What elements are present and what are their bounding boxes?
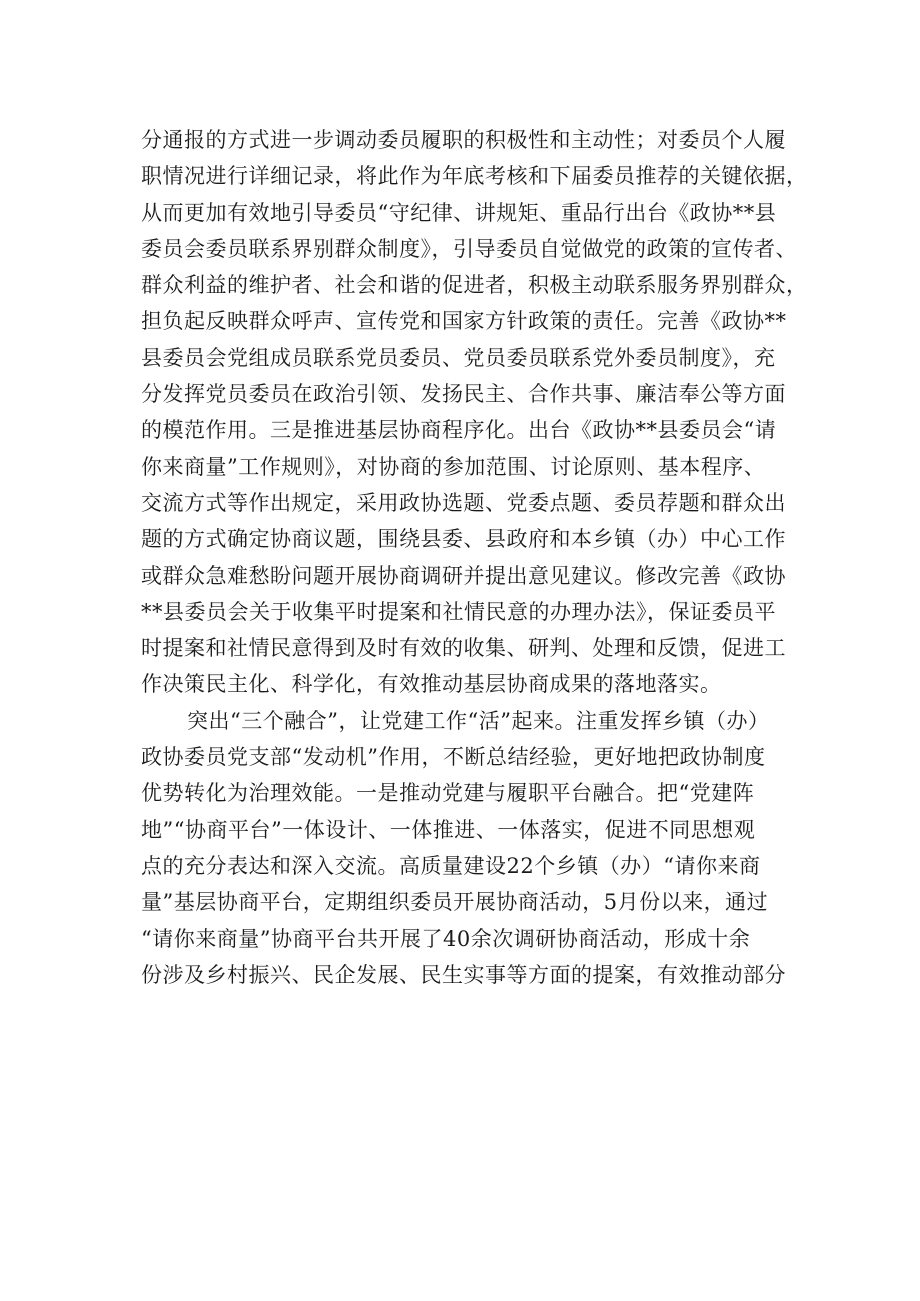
text-line: 量”基层协商平台，定期组织委员开展协商活动，5月份以来，通过: [141, 890, 769, 915]
text-line: 政协委员党支部“发动机”作用，不断总结经验，更好地把政协制度: [141, 745, 766, 770]
text-line: 你来商量”工作规则》，对协商的参加范围、讨论原则、基本程序、: [141, 454, 766, 479]
text-line: 委员会委员联系界别群众制度》，引导委员自觉做党的政策的宣传者、: [141, 236, 797, 261]
text-line: 点的充分表达和深入交流。高质量建设22个乡镇（办）“请你来商: [141, 853, 761, 878]
text-line: 优势转化为治理效能。一是推动党建与履职平台融合。把“党建阵: [141, 781, 755, 806]
text-line: 分发挥党员委员在政治引领、发扬民主、合作共事、廉洁奉公等方面: [141, 382, 786, 407]
text-line: 交流方式等作出规定，采用政协选题、党委点题、委员荐题和群众出: [141, 490, 786, 515]
text-line: 或群众急难愁盼问题开展协商调研并提出意见建议。修改完善《政协: [141, 563, 786, 588]
text-line: 分通报的方式进一步调动委员履职的积极性和主动性；对委员个人履: [141, 128, 786, 152]
text-line: 时提案和社情民意得到及时有效的收集、研判、处理和反馈，促进工: [141, 636, 786, 661]
text-line: 的模范作用。三是推进基层协商程序化。出台《政协**县委员会“请: [141, 418, 777, 443]
text-line: 作决策民主化、科学化，有效推动基层协商成果的落地落实。: [141, 672, 722, 697]
text-line-indented: 突出“三个融合”，让党建工作“活”起来。注重发挥乡镇（办）: [187, 708, 770, 733]
text-line: 份涉及乡村振兴、民企发展、民生实事等方面的提案，有效推动部分: [141, 962, 786, 987]
text-line: 题的方式确定协商议题，围绕县委、县政府和本乡镇（办）中心工作: [141, 527, 786, 552]
paragraph-1: [141, 122, 821, 703]
text-line: 群众利益的维护者、社会和谐的促进者，积极主动联系服务界别群众，: [141, 273, 808, 298]
text-line: 县委员会党组成员联系党员委员、党员委员联系党外委员制度》，充: [141, 345, 776, 370]
text-line: 担负起反映群众呼声、宣传党和国家方针政策的责任。完善《政协**: [141, 309, 787, 334]
text-line: **县委员会关于收集平时提案和社情民意的办理办法》，保证委员平: [141, 599, 776, 624]
text-line: 从而更加有效地引导委员“守纪律、讲规矩、重品行出台《政协**县: [141, 200, 777, 225]
document-body: [141, 122, 821, 993]
text-line: 职情况进行详细记录，将此作为年底考核和下届委员推荐的关键依据，: [141, 164, 808, 189]
paragraph-2: [141, 703, 821, 993]
text-line: “请你来商量”协商平台共开展了40余次调研协商活动，形成十余: [141, 926, 751, 951]
text-line: 地”“协商平台”一体设计、一体推进、一体落实，促进不同思想观: [141, 817, 756, 842]
